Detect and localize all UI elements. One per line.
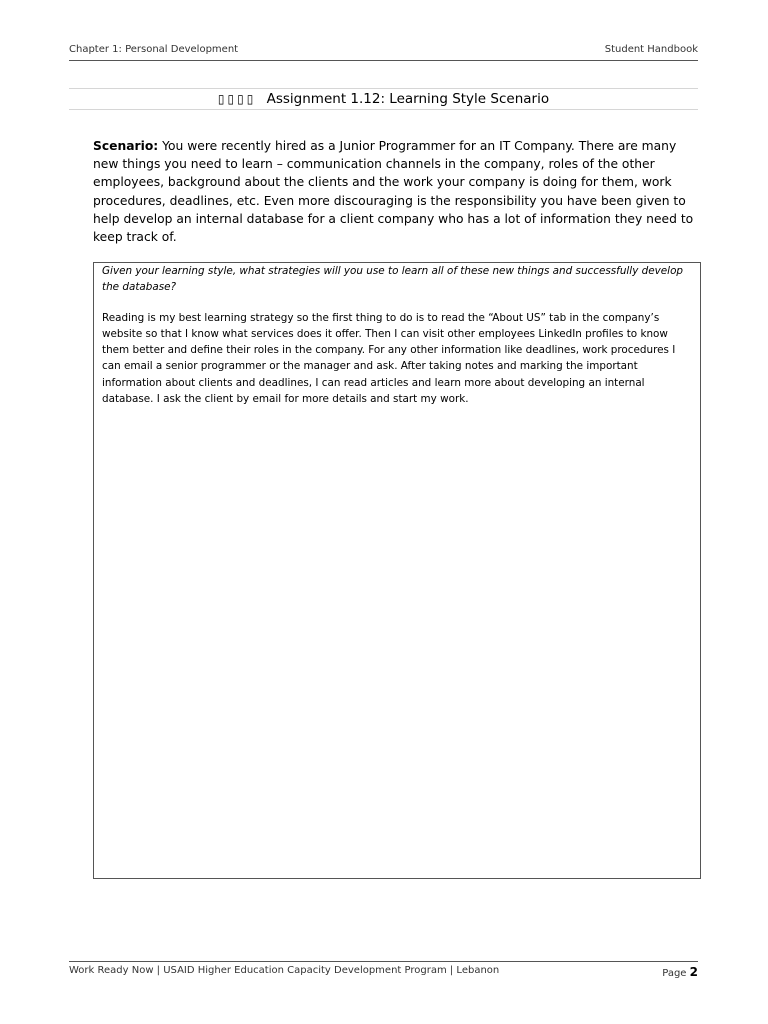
page-number: 2	[689, 965, 698, 979]
answer-box	[93, 262, 701, 879]
assignment-title-bar	[69, 88, 698, 110]
scenario-lead: Scenario:	[93, 139, 159, 153]
chapter-title: Chapter 1: Personal Development	[69, 44, 239, 55]
handbook-title: Student Handbook	[604, 44, 698, 55]
assignment-title: Assignment 1.12: Learning Style Scenario	[266, 91, 550, 107]
header-divider	[69, 60, 698, 61]
page-footer	[69, 965, 698, 981]
program-credit: Work Ready Now | USAID Higher Education Capacity Development Program | Lebanon	[69, 965, 500, 976]
scenario-body: You were recently hired as a Junior Programmer for an IT Company. There are many new things you need to learn – communication channels in the company, roles of the other employees, background about the clients and the work your company is doing for them, work procedures, deadlines, etc. Even more discouraging is the responsibility you have been given to help develop an internal database for a client company who has a lot of information they need to keep track of.	[93, 139, 694, 245]
page-label: Page	[662, 968, 687, 979]
question-prompt: Given your learning style, what strategies will you use to learn all of these new things and successfully develop the database?	[102, 265, 684, 294]
student-response: Reading is my best learning strategy so the first thing to do is to read the “About US” tab in the company’s website so that I know what services does it offer. Then I can visit other employees LinkedIn profiles to know them better and define their roles in the company. For any other information like deadlines, work procedures I can email a senior programmer or the manager and ask. After taking notes and marking the important information about clients and deadlines, I can read articles and learn more about developing an internal database. I ask the client by email for more details and start my work.	[102, 311, 676, 406]
footer-divider	[69, 961, 698, 962]
page-header	[69, 44, 698, 60]
scenario-paragraph	[93, 137, 703, 246]
page-indicator	[662, 965, 698, 979]
placeholder-glyphs-icon: ▯▯▯▯	[217, 92, 257, 106]
